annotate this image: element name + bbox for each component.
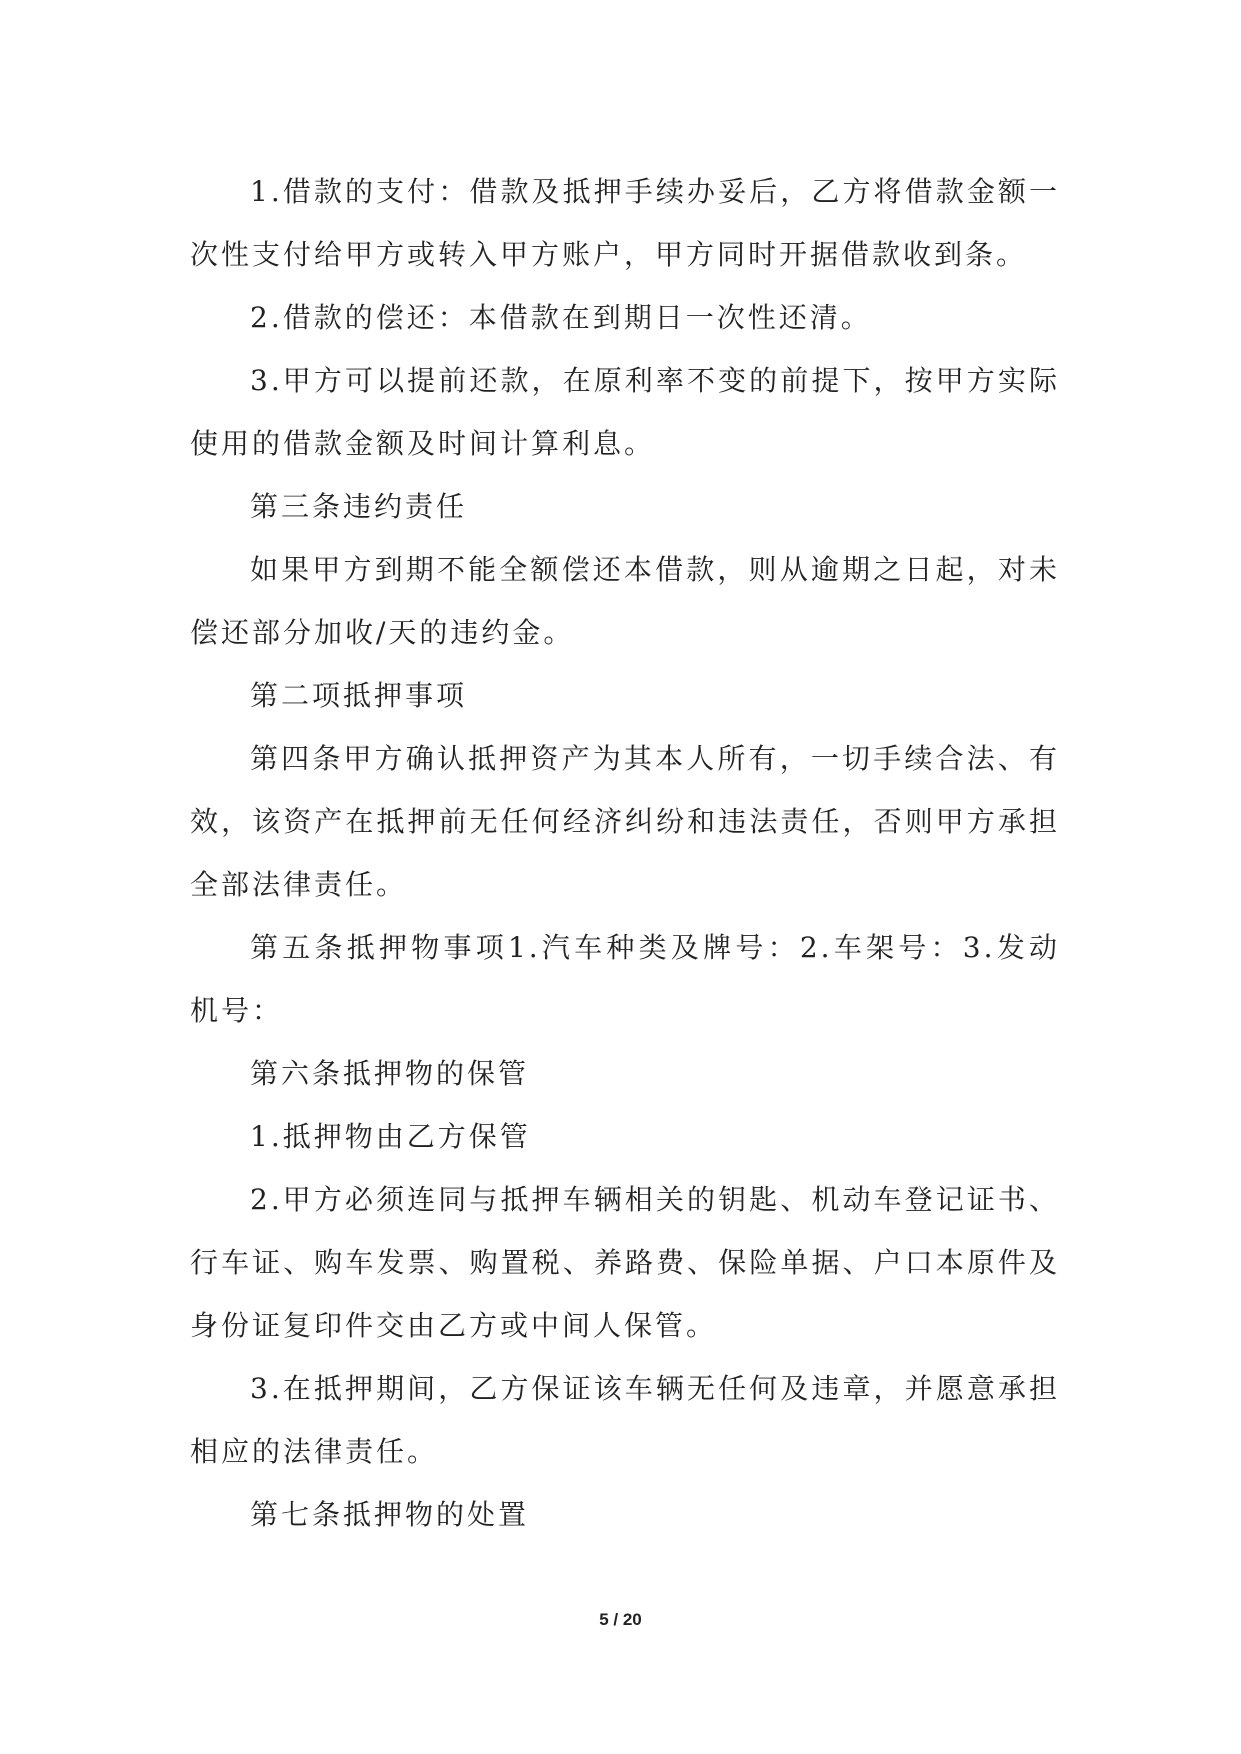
paragraph-early-repayment: 3.甲方可以提前还款，在原利率不变的前提下，按甲方实际使用的借款金额及时间计算利息。 (190, 364, 1060, 460)
heading-article-7: 第七条抵押物的处置 (250, 1498, 530, 1531)
page-number: 5 / 20 (599, 1610, 642, 1629)
paragraph-custody-1: 1.抵押物由乙方保管 (250, 1120, 531, 1153)
paragraph-article-4: 第四条甲方确认抵押资产为其本人所有，一切手续合法、有效，该资产在抵押前无任何经济纠纷和违法责任，否则甲方承担全部法律责任。 (190, 742, 1060, 901)
paragraph-loan-payment: 1.借款的支付：借款及抵押手续办妥后，乙方将借款金额一次性支付给甲方或转入甲方账户，甲方同时开据借款收到条。 (190, 175, 1060, 271)
heading-article-6: 第六条抵押物的保管 (250, 1057, 530, 1090)
paragraph-custody-2: 2.甲方必须连同与抵押车辆相关的钥匙、机动车登记证书、行车证、购车发票、购置税、养路费、保险单据、户口本原件及身份证复印件交由乙方或中间人保管。 (190, 1183, 1060, 1342)
paragraph-default-penalty: 如果甲方到期不能全额偿还本借款，则从逾期之日起，对未偿还部分加收/天的违约金。 (190, 553, 1060, 649)
heading-article-3: 第三条违约责任 (250, 490, 468, 523)
paragraph-loan-repayment: 2.借款的偿还：本借款在到期日一次性还清。 (250, 301, 872, 334)
heading-section-2: 第二项抵押事项 (250, 679, 468, 712)
document-body (190, 160, 1060, 1546)
paragraph-article-5: 第五条抵押物事项1.汽车种类及牌号：2.车架号：3.发动机号： (190, 931, 1060, 1027)
paragraph-custody-3: 3.在抵押期间，乙方保证该车辆无任何及违章，并愿意承担相应的法律责任。 (190, 1372, 1060, 1468)
